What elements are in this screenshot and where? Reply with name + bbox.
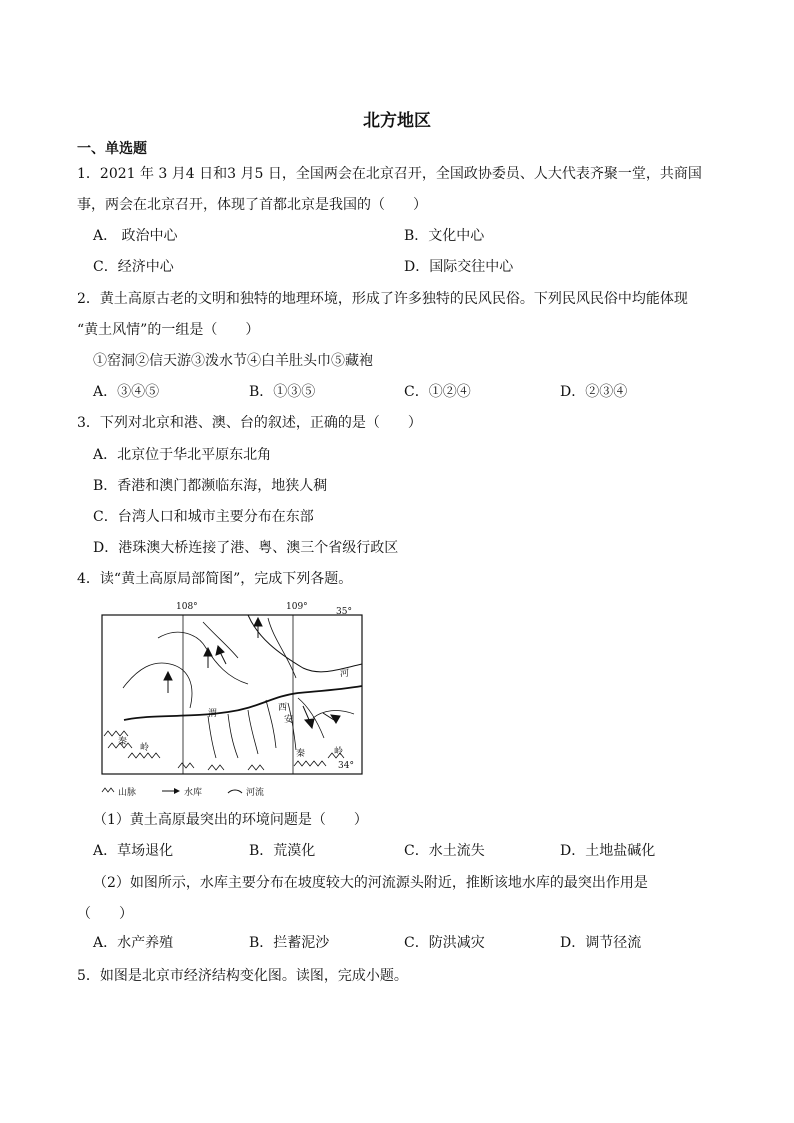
question-1-stem-line-2: 事，两会在北京召开，体现了首都北京是我国的（ ） bbox=[77, 197, 427, 213]
map-label-river: 河 bbox=[340, 669, 350, 679]
question-4-sub-2-line-1: （2）如图所示，水库主要分布在坡度较大的河流源头附近，推断该地水库的最突出作用是 bbox=[93, 875, 648, 891]
question-3-option-a[interactable]: A．北京位于华北平原东北角 bbox=[93, 447, 272, 463]
northern-river-line bbox=[248, 615, 362, 672]
question-4-1-option-c[interactable]: C．水土流失 bbox=[404, 843, 485, 859]
question-2-option-a[interactable]: A．③④⑤ bbox=[93, 384, 160, 400]
question-1-option-b[interactable]: B．文化中心 bbox=[404, 228, 485, 244]
loess-plateau-map bbox=[98, 598, 366, 800]
question-3-option-b[interactable]: B．香港和澳门都濒临东海，地狭人稠 bbox=[93, 478, 328, 494]
map-label-ling-right: 岭 bbox=[334, 747, 344, 757]
map-label-wei: 渭 bbox=[208, 709, 218, 719]
question-4-1-option-a[interactable]: A．草场退化 bbox=[93, 843, 174, 859]
question-4-sub-1: （1）黄土高原最突出的环境问题是（ ） bbox=[93, 812, 368, 828]
legend-mountain: 山脉 bbox=[118, 788, 137, 798]
question-4-2-option-d[interactable]: D．调节径流 bbox=[560, 935, 642, 951]
map-label-xi: 西 bbox=[278, 703, 288, 713]
question-2-option-d[interactable]: D．②③④ bbox=[560, 384, 628, 400]
question-4-1-option-d[interactable]: D．土地盐碱化 bbox=[560, 843, 656, 859]
question-3-option-d[interactable]: D．港珠澳大桥连接了港、粤、澳三个省级行政区 bbox=[93, 540, 399, 556]
tributary-line bbox=[123, 663, 192, 708]
question-4-1-option-b[interactable]: B．荒漠化 bbox=[249, 843, 316, 859]
map-label-qin-right: 秦 bbox=[296, 749, 306, 759]
section-heading: 一、单选题 bbox=[77, 141, 147, 157]
lon-label-109: 109° bbox=[286, 602, 308, 612]
tributary-line bbox=[298, 698, 324, 738]
question-1-option-a[interactable]: A． 政治中心 bbox=[93, 228, 178, 244]
question-1-option-d[interactable]: D．国际交往中心 bbox=[404, 259, 514, 275]
lon-label-108: 108° bbox=[176, 602, 198, 612]
tributary-line bbox=[228, 714, 238, 758]
tributary-line bbox=[288, 703, 296, 750]
legend-river: 河流 bbox=[246, 788, 265, 798]
question-3-option-c[interactable]: C．台湾人口和城市主要分布在东部 bbox=[93, 509, 314, 525]
tributary-line bbox=[266, 700, 276, 748]
question-5-stem: 5．如图是北京市经济结构变化图。读图，完成小题。 bbox=[77, 968, 408, 984]
question-4-stem: 4．读“黄土高原局部简图”，完成下列各题。 bbox=[77, 571, 353, 587]
tributary-line bbox=[268, 618, 296, 678]
map-label-ling-left: 岭 bbox=[140, 743, 150, 753]
question-1-option-c[interactable]: C．经济中心 bbox=[93, 259, 174, 275]
tributary-line bbox=[158, 632, 248, 684]
question-4-sub-2-line-2: （ ） bbox=[77, 906, 133, 922]
question-4-2-option-c[interactable]: C．防洪减灾 bbox=[404, 935, 485, 951]
question-2-items: ①窑洞②信天游③泼水节④白羊肚头巾⑤藏袍 bbox=[93, 353, 373, 369]
map-label-qin-left: 秦 bbox=[118, 737, 128, 747]
question-2-option-c[interactable]: C．①②④ bbox=[404, 384, 471, 400]
question-2-option-b[interactable]: B．①③⑤ bbox=[249, 384, 316, 400]
tributary-line bbox=[248, 710, 258, 754]
lat-label-34: 34° bbox=[338, 761, 354, 771]
question-2-stem-line-2: “黄土风情”的一组是（ ） bbox=[77, 322, 260, 338]
lat-label-35: 35° bbox=[336, 607, 352, 617]
question-4-2-option-a[interactable]: A．水产养殖 bbox=[93, 935, 174, 951]
map-legend bbox=[102, 786, 264, 798]
tributary-line bbox=[208, 716, 216, 758]
legend-reservoir: 水库 bbox=[184, 788, 203, 798]
question-4-2-option-b[interactable]: B．拦蓄泥沙 bbox=[249, 935, 330, 951]
question-1-stem-line-1: 1．2021 年 3 月4 日和3 月5 日，全国两会在北京召开，全国政协委员、人大代表齐聚一堂，共商国 bbox=[77, 166, 702, 182]
question-3-stem: 3．下列对北京和港、澳、台的叙述，正确的是（ ） bbox=[77, 415, 422, 431]
page-title: 北方地区 bbox=[363, 111, 431, 131]
question-2-stem-line-1: 2．黄土高原古老的文明和独特的地理环境，形成了许多独特的民风民俗。下列民风民俗中均能体现 bbox=[77, 291, 688, 307]
map-label-an: 安 bbox=[284, 715, 294, 725]
